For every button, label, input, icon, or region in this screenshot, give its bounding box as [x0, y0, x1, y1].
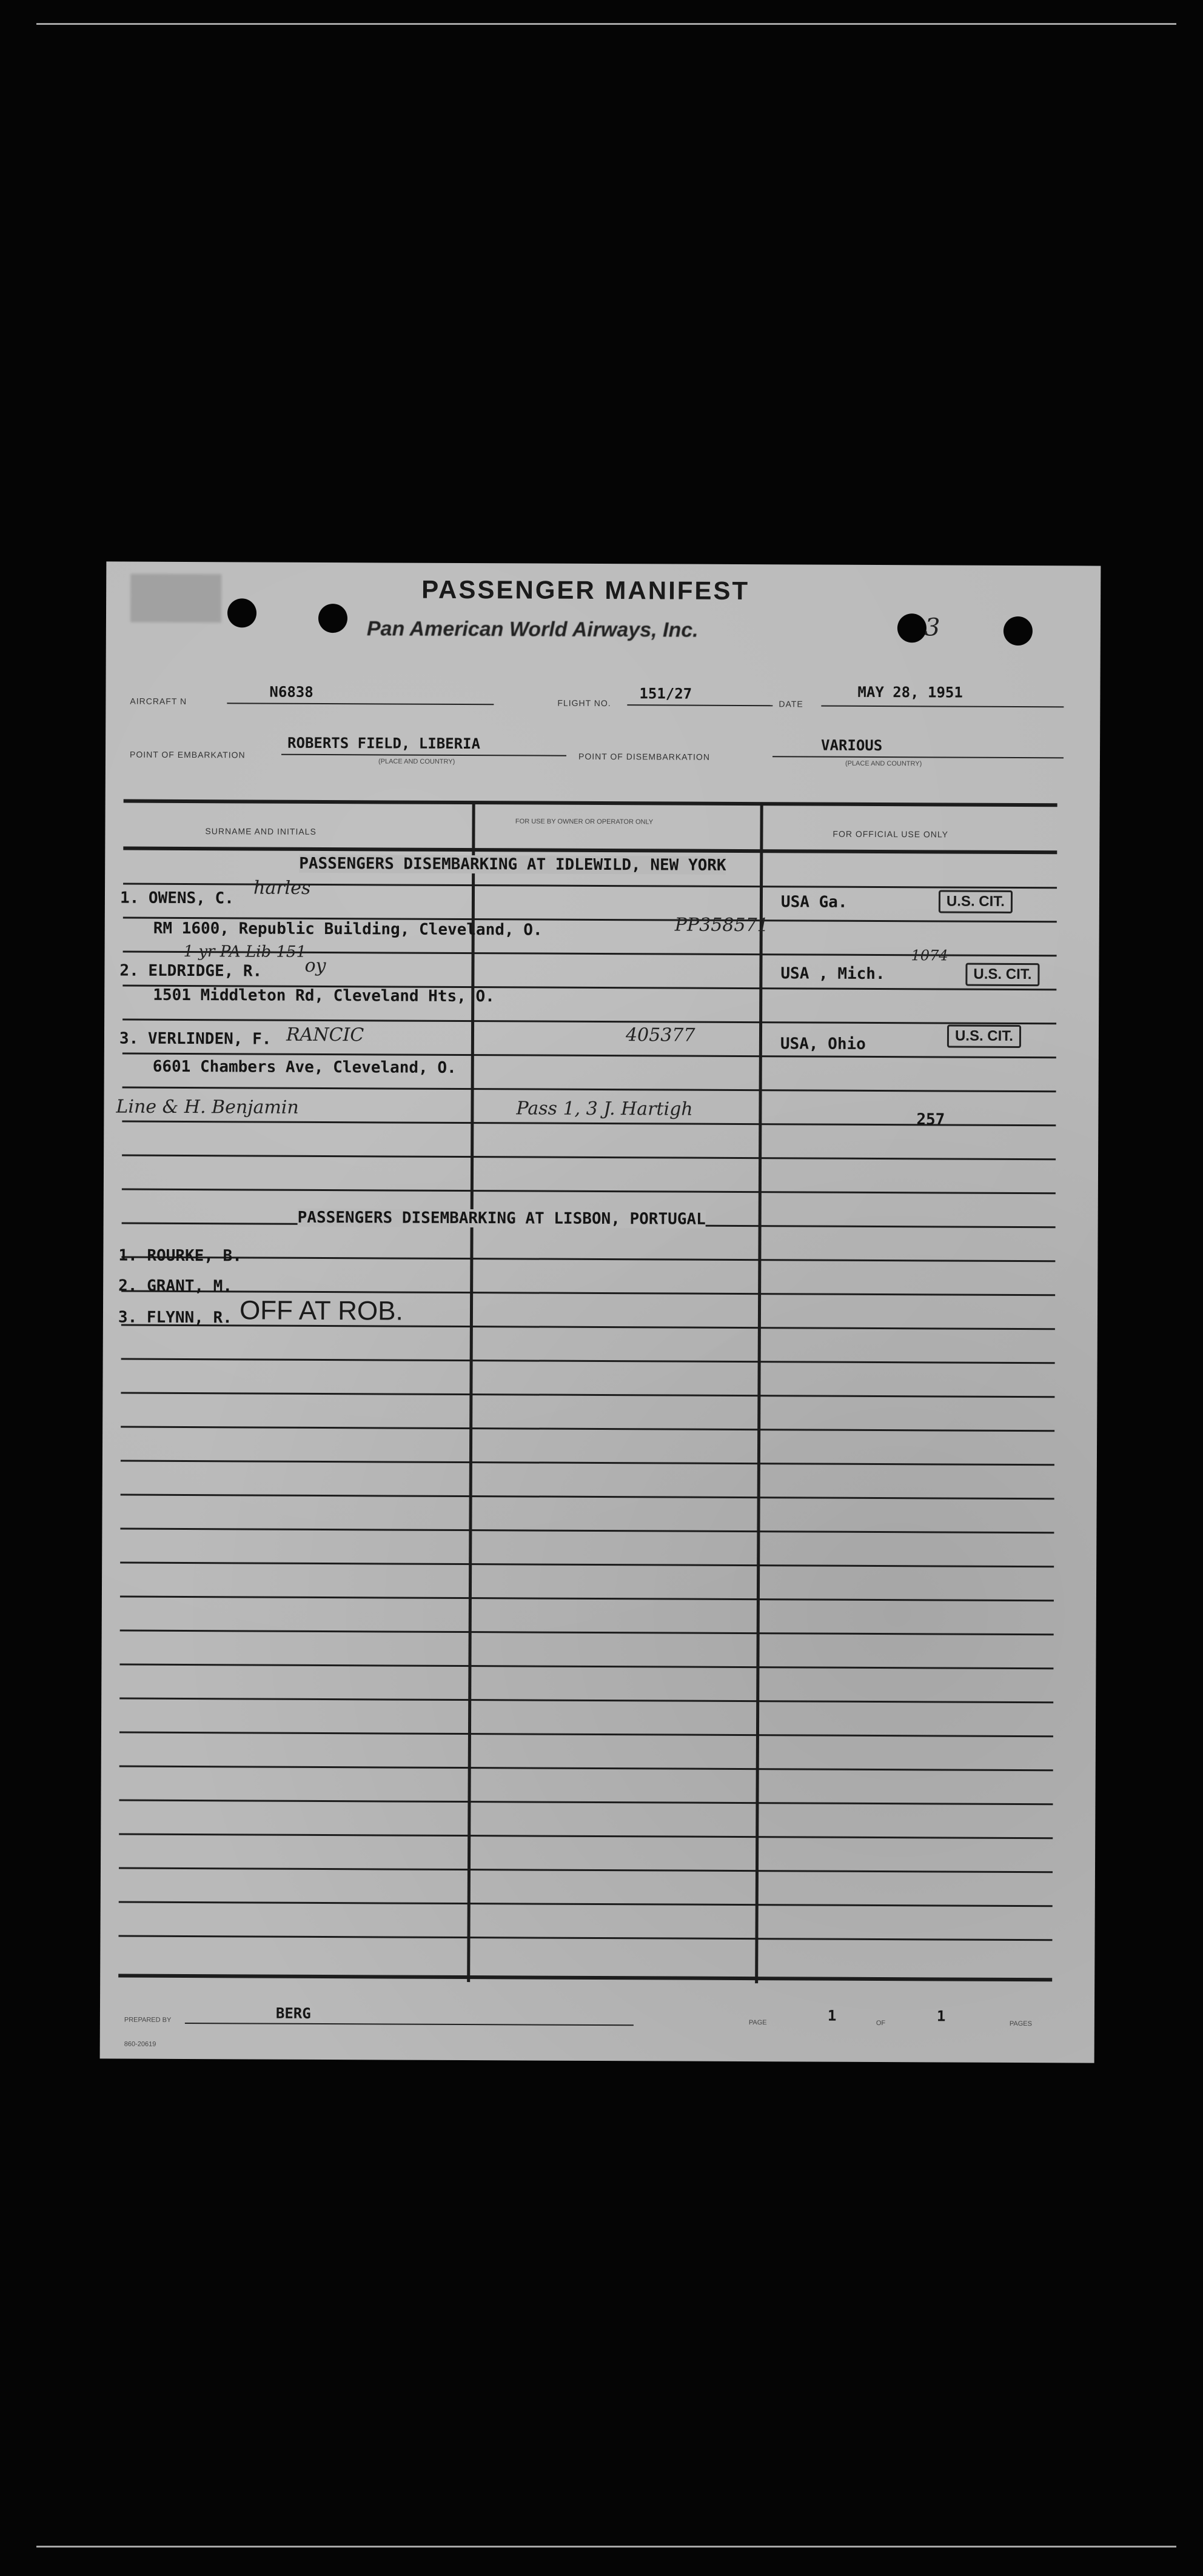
passenger-name-hand: harles	[253, 877, 311, 899]
form-rule-line	[119, 1732, 1053, 1738]
passenger-name: 2. ELDRIDGE, R.	[119, 961, 263, 981]
form-rule-line	[122, 1121, 1056, 1127]
page-value: 1	[827, 2007, 837, 2024]
signature-left: Line & H. Benjamin	[116, 1096, 299, 1118]
signature-middle: Pass 1, 3 J. Hartigh	[516, 1098, 693, 1120]
flight-rule	[627, 704, 772, 706]
column-owner-use: FOR USE BY OWNER OR OPERATOR ONLY	[515, 818, 654, 826]
form-rule-line	[121, 1460, 1054, 1466]
embark-rule	[281, 754, 566, 756]
form-rule-line	[118, 1935, 1052, 1941]
pages-label: PAGES	[1009, 2020, 1033, 2028]
citizen-stamp: U.S. CIT.	[947, 1024, 1021, 1048]
ruled-lines	[106, 561, 1101, 566]
disembark-label: POINT OF DISEMBARKATION	[578, 751, 710, 762]
passenger-name: 1. OWENS, C.	[119, 889, 234, 908]
form-rule-line	[121, 1256, 1055, 1263]
passenger-address: RM 1600, Republic Building, Cleveland, O.	[153, 919, 543, 939]
column-divider-2	[755, 804, 763, 1983]
passenger-origin: USA , Mich.	[780, 964, 885, 984]
corner-note: 3	[924, 613, 940, 642]
passenger-origin: USA Ga.	[780, 893, 848, 912]
aircraft-label: AIRCRAFT N	[130, 696, 187, 707]
citizen-stamp: U.S. CIT.	[965, 963, 1039, 987]
passenger-name: 1. ROURKE, B.	[118, 1246, 242, 1266]
date-value: MAY 28, 1951	[857, 683, 963, 701]
form-rule-line	[120, 1528, 1054, 1534]
form-rule-line	[119, 1698, 1053, 1704]
manifest-sheet	[100, 561, 1101, 2063]
form-rule-line	[120, 1562, 1054, 1568]
disembark-rule	[772, 756, 1064, 758]
column-surname: SURNAME AND INITIALS	[205, 826, 317, 836]
prepared-value: BERG	[275, 2004, 311, 2022]
prepared-label: PREPARED BY	[124, 2016, 172, 2024]
passenger-name: 2. GRANT, M.	[118, 1276, 233, 1296]
passenger-name: 3. FLYNN, R.	[118, 1308, 232, 1327]
column-divider-1	[467, 803, 475, 1982]
header-rule-top	[124, 799, 1057, 807]
embark-sublabel: (PLACE AND COUNTRY)	[378, 758, 455, 766]
embark-label: POINT OF EMBARKATION	[129, 749, 246, 760]
date-label: DATE	[779, 699, 803, 709]
of-value: 1	[936, 2007, 946, 2025]
form-rule-line	[121, 1392, 1054, 1398]
form-rule-line	[119, 1800, 1053, 1806]
passenger-extra-hand: 1 yr PA Lib 151	[183, 942, 307, 961]
passenger-name-hand: oy	[304, 955, 326, 977]
disembark-value: VARIOUS	[821, 736, 883, 755]
form-rule-line	[122, 1189, 1056, 1195]
citizen-stamp: U.S. CIT.	[939, 890, 1013, 913]
of-label: OF	[876, 2019, 886, 2027]
date-rule	[821, 706, 1064, 708]
passenger-name: 3. VERLINDEN, F.	[119, 1029, 272, 1049]
section-heading-new-york: PASSENGERS DISEMBARKING AT IDLEWILD, NEW YORK	[299, 854, 726, 875]
passenger-address: 1501 Middleton Rd, Cleveland Hts, O.	[153, 986, 495, 1006]
page-label: PAGE	[748, 2019, 767, 2027]
section-heading-lisbon: PASSENGERS DISEMBARKING AT LISBON, PORTUGAL	[297, 1208, 706, 1229]
form-rule-line	[119, 1867, 1053, 1874]
flight-label: FLIGHT NO.	[557, 698, 611, 709]
footer-rule	[118, 1974, 1052, 1982]
airline-name: Pan American World Airways, Inc.	[366, 617, 699, 642]
form-rule-line	[120, 1630, 1054, 1636]
punch-hole	[318, 604, 347, 633]
form-rule-line	[119, 1901, 1053, 1907]
passenger-name-hand: RANCIC	[286, 1024, 364, 1046]
passenger-handnote: 405377	[625, 1024, 695, 1046]
column-official-use: FOR OFFICIAL USE ONLY	[833, 829, 949, 839]
total-number: 257	[916, 1110, 945, 1129]
punch-hole	[1004, 616, 1033, 646]
form-rule-line	[119, 1834, 1053, 1840]
form-rule-line	[120, 1596, 1054, 1602]
embark-value: ROBERTS FIELD, LIBERIA	[287, 734, 481, 753]
off-at-rob-stamp: OFF AT ROB.	[239, 1295, 403, 1326]
form-number: 860-20619	[124, 2040, 156, 2048]
page-title: PASSENGER MANIFEST	[421, 575, 750, 606]
passenger-handnote: PP358571	[674, 914, 769, 936]
stamp-marks	[130, 574, 221, 623]
form-rule-line	[119, 1766, 1053, 1772]
form-rule-line	[122, 1155, 1056, 1161]
passenger-address: 6601 Chambers Ave, Cleveland, O.	[152, 1057, 457, 1077]
form-rule-line	[121, 1426, 1054, 1432]
scan-edge-top	[36, 23, 1176, 25]
flight-value: 151/27	[639, 685, 692, 702]
aircraft-value: N6838	[269, 683, 313, 701]
aircraft-rule	[227, 702, 494, 705]
scan-edge-bottom	[36, 2546, 1176, 2548]
punch-hole	[227, 598, 256, 627]
form-rule-line	[121, 1358, 1055, 1364]
form-rule-line	[122, 1087, 1056, 1093]
form-rule-line	[122, 1019, 1056, 1025]
header-rule-bottom	[123, 847, 1057, 855]
passenger-extra-hand: 1074	[911, 947, 948, 964]
prepared-rule	[185, 2023, 634, 2026]
form-rule-line	[121, 1494, 1054, 1500]
passenger-origin: USA, Ohio	[780, 1035, 866, 1053]
punch-hole	[897, 613, 927, 642]
form-rule-line	[119, 1664, 1053, 1670]
disembark-sublabel: (PLACE AND COUNTRY)	[845, 759, 922, 768]
